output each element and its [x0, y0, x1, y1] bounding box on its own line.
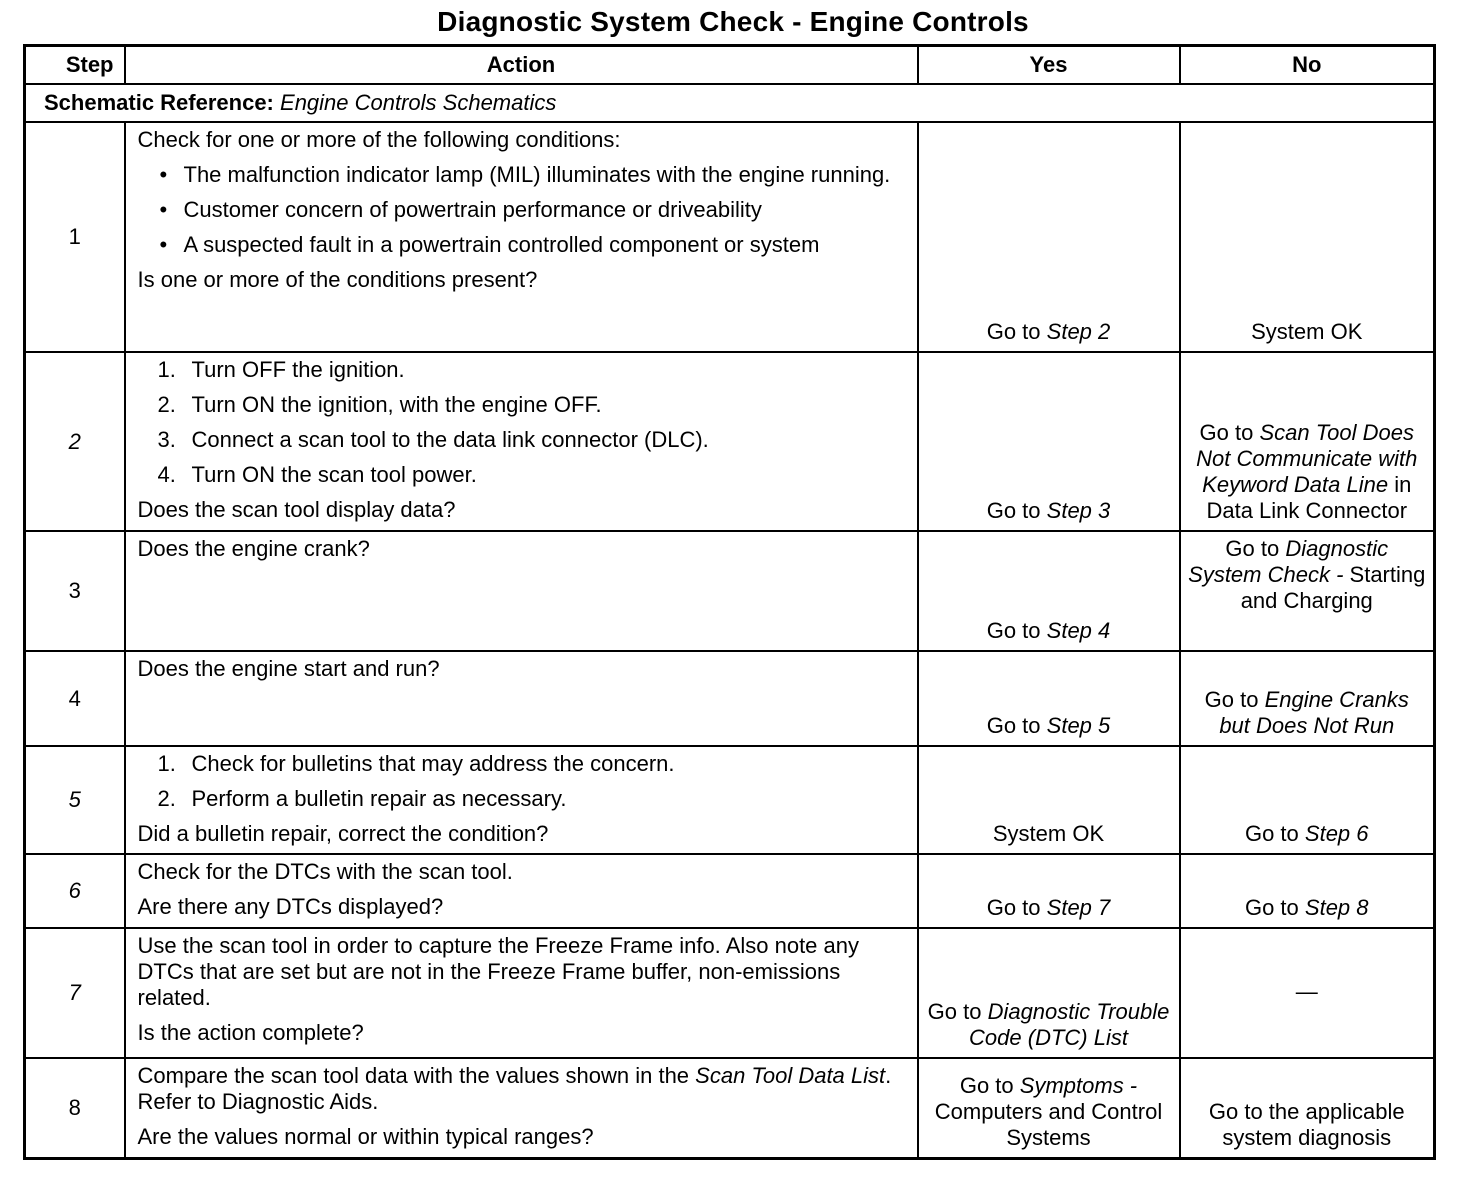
step-number: 1	[25, 122, 125, 352]
yes-prefix: Go to	[986, 618, 1041, 643]
no-prefix: Go to	[1204, 687, 1259, 712]
action-cell	[125, 531, 918, 651]
no-cell	[1180, 651, 1435, 746]
no-link[interactable]: Step 8	[1304, 895, 1369, 920]
yes-link[interactable]: Step 5	[1046, 713, 1111, 738]
no-cell	[1180, 854, 1435, 928]
no-text: System OK	[1251, 319, 1363, 344]
action-question: Does the scan tool display data?	[137, 497, 456, 522]
no-link[interactable]: Scan Tool Does Not Communicate with Keyword Data Line	[1196, 420, 1418, 497]
yes-text: System OK	[992, 821, 1105, 846]
no-link[interactable]: Diagnostic System Check -	[1188, 536, 1389, 587]
page-title: Diagnostic System Check - Engine Controls	[437, 6, 1029, 37]
yes-cell	[918, 928, 1180, 1058]
action-cell	[125, 928, 918, 1058]
no-link[interactable]: Step 6	[1304, 821, 1369, 846]
yes-cell	[918, 651, 1180, 746]
step-number: 3	[25, 531, 125, 651]
schematic-reference-link[interactable]: Engine Controls Schematics	[280, 90, 557, 115]
action-intro: Check for the DTCs with the scan tool.	[137, 859, 513, 884]
list-item: 2. Turn ON the ignition, with the engine OFF.	[157, 392, 602, 417]
table-row	[25, 746, 1435, 854]
yes-link[interactable]: Step 2	[1046, 319, 1111, 344]
yes-link[interactable]: Step 3	[1046, 498, 1111, 523]
table-row	[25, 122, 1435, 352]
yes-cell	[918, 854, 1180, 928]
table-row	[25, 531, 1435, 651]
no-suffix: Starting and Charging	[1240, 562, 1426, 613]
yes-link[interactable]: Diagnostic Trouble Code (DTC) List	[969, 999, 1170, 1050]
header-row	[25, 46, 1435, 85]
no-cell	[1180, 1058, 1435, 1158]
action-intro: Use the scan tool in order to capture the Freeze Frame info. Also note any DTCs that are set but are not in the Freeze Frame buffer, non-emissions related.	[137, 933, 859, 1010]
column-header-action: Action	[125, 46, 918, 85]
column-header-step: Step	[25, 46, 125, 85]
no-cell	[1180, 122, 1435, 352]
action-cell	[125, 854, 918, 928]
no-suffix: in Data Link Connector	[1206, 472, 1412, 523]
step-number: 2	[25, 352, 125, 531]
table-row	[25, 854, 1435, 928]
no-cell	[1180, 352, 1435, 531]
column-header-yes: Yes	[918, 46, 1180, 85]
action-intro: Check for one or more of the following conditions:	[137, 127, 621, 152]
list-item: • A suspected fault in a powertrain controlled component or system	[138, 232, 909, 258]
yes-prefix: Go to	[959, 1072, 1014, 1098]
no-prefix: Go to	[1244, 821, 1299, 846]
yes-prefix: Go to	[986, 319, 1041, 344]
procedure-list	[138, 357, 909, 488]
no-text: Go to the applicable system diagnosis	[1208, 1098, 1405, 1150]
action-question: Did a bulletin repair, correct the condition?	[137, 821, 549, 846]
step-number: 8	[25, 1058, 125, 1158]
yes-prefix: Go to	[986, 498, 1041, 523]
condition-list	[138, 162, 909, 258]
step-number: 7	[25, 928, 125, 1058]
action-question: Is one or more of the conditions present?	[137, 267, 538, 292]
schematic-reference-label: Schematic Reference:	[44, 90, 274, 115]
step-number: 5	[25, 746, 125, 854]
action-question: Is the action complete?	[137, 1020, 364, 1045]
table-row	[25, 352, 1435, 531]
no-link[interactable]: Engine Cranks but Does Not Run	[1219, 687, 1409, 738]
yes-link[interactable]: Symptoms -	[1019, 1072, 1138, 1098]
list-item: 3. Connect a scan tool to the data link connector (DLC).	[157, 427, 709, 452]
action-question: Are the values normal or within typical ranges?	[137, 1124, 594, 1149]
action-intro: Compare the scan tool data with the values shown in the Scan Tool Data List. Refer to Diagnostic Aids.	[137, 1063, 892, 1114]
no-prefix: Go to	[1244, 895, 1299, 920]
table-row	[25, 928, 1435, 1058]
yes-prefix: Go to	[986, 895, 1041, 920]
procedure-list	[138, 751, 909, 812]
table-row	[25, 1058, 1435, 1158]
yes-cell	[918, 1058, 1180, 1158]
diagnostic-table	[23, 44, 1436, 1160]
action-cell	[125, 651, 918, 746]
schematic-reference-row	[25, 84, 1435, 122]
action-cell	[125, 122, 918, 352]
yes-prefix: Go to	[927, 999, 982, 1024]
action-question: Does the engine start and run?	[137, 656, 440, 681]
list-item: • The malfunction indicator lamp (MIL) illuminates with the engine running.	[138, 162, 909, 188]
list-item: 4. Turn ON the scan tool power.	[157, 462, 477, 487]
yes-link[interactable]: Step 7	[1046, 895, 1111, 920]
list-item: 1. Check for bulletins that may address the concern.	[157, 751, 675, 776]
action-question: Are there any DTCs displayed?	[137, 894, 444, 919]
table-row	[25, 651, 1435, 746]
yes-link[interactable]: Step 4	[1046, 618, 1111, 643]
yes-cell	[918, 122, 1180, 352]
list-item: 1. Turn OFF the ignition.	[157, 357, 405, 382]
action-cell	[125, 1058, 918, 1158]
no-cell	[1180, 746, 1435, 854]
no-prefix: Go to	[1225, 536, 1280, 561]
no-prefix: Go to	[1199, 420, 1254, 445]
yes-suffix: Computers and Control Systems	[934, 1098, 1163, 1150]
no-cell	[1180, 928, 1435, 1058]
yes-cell	[918, 531, 1180, 651]
no-text: —	[1295, 979, 1318, 1004]
no-cell	[1180, 531, 1435, 651]
yes-prefix: Go to	[986, 713, 1041, 738]
yes-cell	[918, 746, 1180, 854]
list-item: 2. Perform a bulletin repair as necessary.	[157, 786, 567, 811]
action-cell	[125, 352, 918, 531]
schematic-reference	[25, 84, 1435, 122]
list-item: • Customer concern of powertrain performance or driveability	[138, 197, 909, 223]
step-number: 4	[25, 651, 125, 746]
action-cell	[125, 746, 918, 854]
column-header-no: No	[1180, 46, 1435, 85]
action-question: Does the engine crank?	[137, 536, 370, 561]
scan-tool-data-list-link[interactable]: Scan Tool Data List	[695, 1063, 886, 1088]
yes-cell	[918, 352, 1180, 531]
step-number: 6	[25, 854, 125, 928]
